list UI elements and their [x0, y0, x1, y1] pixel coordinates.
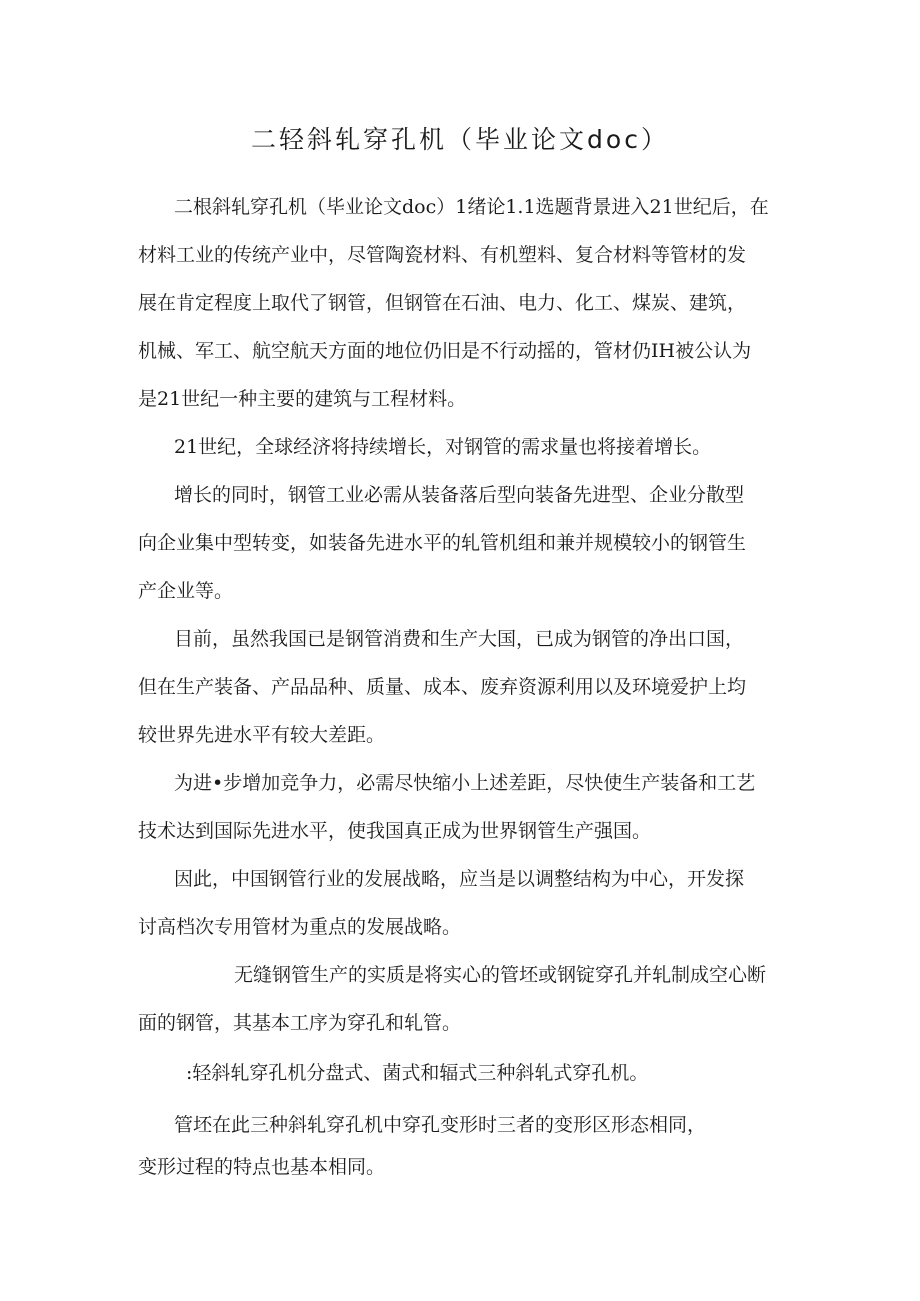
paragraph-line: 产企业等。	[138, 580, 234, 602]
paragraph-line: 管坯在此三种斜轧穿孔机中穿孔变形时三者的变形区形态相同，	[174, 1114, 707, 1136]
paragraph-line: 二根斜轧穿孔机（毕业论文doc）1绪论1.1选题背景进入21世纪后，在	[174, 196, 769, 218]
paragraph-line: 是21世纪一种主要的建筑与工程材料。	[138, 388, 467, 410]
paragraph-9	[138, 1104, 798, 1188]
paragraph-line: 因此，中国钢管行业的发展战略，应当是以调整结构为中心，开发探	[174, 868, 745, 890]
paragraph-line: 技术达到国际先进水平，使我国真正成为世界钢管生产强国。	[138, 820, 652, 842]
paragraph-7	[138, 951, 798, 1047]
document-title: 二轻斜轧穿孔机（毕业论文doc）	[251, 125, 669, 154]
paragraph-5	[138, 759, 798, 855]
paragraph-line: 展在肯定程度上取代了钢管，但钢管在石油、电力、化工、煤炭、建筑，	[138, 292, 747, 314]
paragraph-line: 目前，虽然我国已是钢管消费和生产大国，已成为钢管的净出口国，	[174, 628, 745, 650]
paragraph-1	[138, 183, 798, 423]
paragraph-6	[138, 855, 798, 951]
paragraph-3	[138, 471, 798, 615]
paragraph-line: 无缝钢管生产的实质是将实心的管坯或钢锭穿孔并轧制成空心断	[234, 964, 767, 986]
paragraph-line: 面的钢管，其基本工序为穿孔和轧管。	[138, 1012, 462, 1034]
paragraph-line: 机械、军工、航空航天方面的地位仍旧是不行动摇的，管材仍IH被公认为	[138, 340, 752, 362]
paragraph-2	[174, 423, 794, 471]
paragraph-line: 增长的同时，钢管工业必需从装备落后型向装备先进型、企业分散型	[174, 484, 745, 506]
paragraph-line: 讨高档次专用管材为重点的发展战略。	[138, 916, 462, 938]
paragraph-line: :轻斜轧穿孔机分盘式、菌式和辐式三种斜轧式穿孔机。	[186, 1062, 649, 1084]
paragraph-line: 但在生产装备、产品品种、质量、成本、废弃资源利用以及环境爱护上均	[138, 676, 747, 698]
paragraph-8	[186, 1049, 786, 1097]
paragraph-4	[138, 615, 798, 759]
paragraph-line: 变形过程的特点也基本相同。	[138, 1156, 386, 1178]
paragraph-line: 21世纪，全球经济将持续增长，对钢管的需求量也将接着增长。	[174, 436, 712, 458]
paragraph-line: 材料工业的传统产业中，尽管陶瓷材料、有机塑料、复合材料等管材的发	[138, 244, 747, 266]
paragraph-line: 较世界先进水平有较大差距。	[138, 724, 386, 746]
paragraph-line: 为进•步增加竞争力，必需尽快缩小上述差距，尽快使生产装备和工艺	[174, 772, 756, 794]
paragraph-line: 向企业集中型转变，如装备先进水平的轧管机组和兼并规模较小的钢管生	[138, 532, 747, 554]
